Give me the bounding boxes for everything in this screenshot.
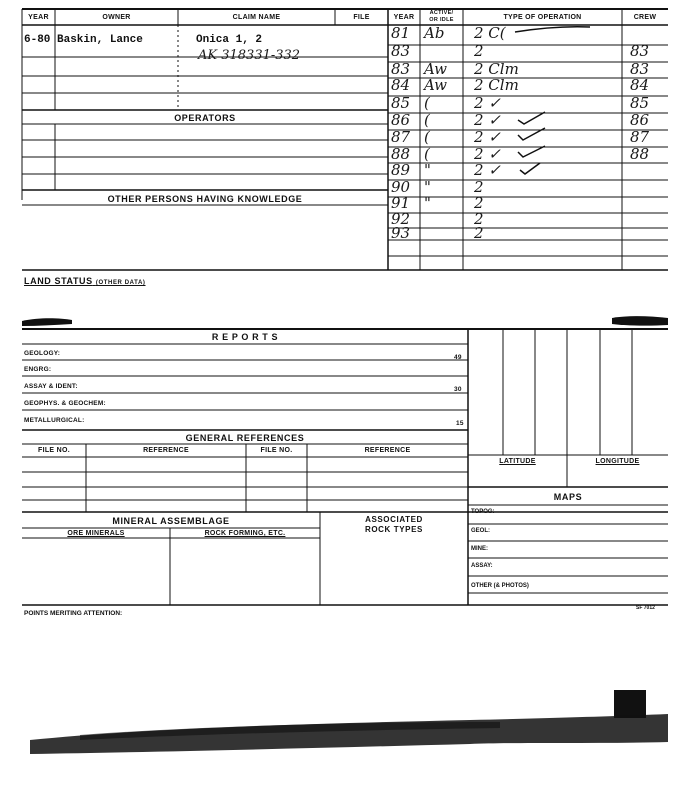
assay-number: 30 xyxy=(454,386,462,393)
general-references-title: GENERAL REFERENCES xyxy=(185,433,305,443)
geology-label: GEOLOGY: xyxy=(24,350,61,357)
rock-forming-label: ROCK FORMING, ETC. xyxy=(204,530,286,537)
operation-type: 2 ✓ xyxy=(474,161,501,179)
maps-geol: GEOL: xyxy=(471,528,490,534)
operation-crew: 85 xyxy=(630,94,650,112)
maps-title: MAPS xyxy=(553,492,583,502)
operation-crew: 86 xyxy=(630,111,650,129)
ore-minerals-label: ORE MINERALS xyxy=(67,530,125,537)
land-status-label: LAND STATUS xyxy=(24,276,93,286)
operation-year: 93 xyxy=(391,224,411,242)
operation-type: 2 Clm xyxy=(474,60,519,78)
maps-mine: MINE: xyxy=(471,546,488,552)
operation-type: 2 ✓ xyxy=(474,94,501,112)
operation-type: 2 ✓ xyxy=(474,128,501,146)
claim-id-handwritten: AK 318331-332 xyxy=(198,48,301,63)
operation-type: 2 xyxy=(474,210,484,228)
land-status-title xyxy=(24,276,146,286)
operation-type: 2 ✓ xyxy=(474,145,501,163)
ref-reference-1: REFERENCE xyxy=(143,447,189,454)
operation-status: ( xyxy=(424,145,430,163)
operation-type: 2 ✓ xyxy=(474,111,501,129)
operation-year: 86 xyxy=(391,111,411,129)
operation-year: 87 xyxy=(391,128,411,146)
operation-year: 83 xyxy=(391,60,411,78)
operation-year: 88 xyxy=(391,145,411,163)
operation-type: 2 xyxy=(474,178,484,196)
operation-status: Aw xyxy=(424,60,447,78)
geophys-label: GEOPHYS. & GEOCHEM: xyxy=(24,400,106,407)
operation-crew: 87 xyxy=(630,128,650,146)
operation-type: 2 xyxy=(474,224,484,242)
longitude-label: LONGITUDE xyxy=(595,458,640,465)
form-number: SF 7012 xyxy=(636,605,655,611)
operation-crew: 84 xyxy=(630,76,650,94)
operation-type: 2 Clm xyxy=(474,76,519,94)
operation-year: 83 xyxy=(391,42,411,60)
operation-year: 92 xyxy=(391,210,411,228)
operation-year: 84 xyxy=(391,76,411,94)
operation-year: 81 xyxy=(391,24,411,42)
mineral-assemblage-title: MINERAL ASSEMBLAGE xyxy=(112,516,230,526)
operation-type: 2 xyxy=(474,42,484,60)
operation-status: Ab xyxy=(424,24,445,42)
reports-title: R E P O R T S xyxy=(211,332,279,342)
operation-status: " xyxy=(424,194,431,212)
engrg-label: ENGRG: xyxy=(24,366,52,373)
ref-file-no-2: FILE NO. xyxy=(260,447,293,454)
latitude-label: LATITUDE xyxy=(499,458,536,465)
maps-assay: ASSAY: xyxy=(471,563,493,569)
claim-entry: Onica 1, 2 xyxy=(196,34,263,46)
header-crew: CREW xyxy=(633,14,657,21)
header-or-idle: OR IDLE xyxy=(429,17,454,23)
header-year: YEAR xyxy=(28,14,49,21)
operation-crew: 88 xyxy=(630,145,650,163)
assay-label: ASSAY & IDENT: xyxy=(24,383,78,390)
operation-crew: 83 xyxy=(630,42,650,60)
header-year-2: YEAR xyxy=(393,14,415,21)
geology-number: 49 xyxy=(454,354,462,361)
header-file: FILE xyxy=(353,14,370,21)
operation-type: 2 xyxy=(474,194,484,212)
operation-year: 89 xyxy=(391,161,411,179)
ref-file-no-1: FILE NO. xyxy=(38,447,70,454)
operation-status: ( xyxy=(424,128,430,146)
maps-other: OTHER (& PHOTOS) xyxy=(471,583,529,589)
maps-topog: TOPOG: xyxy=(471,509,495,515)
ref-reference-2: REFERENCE xyxy=(364,447,411,454)
metallurgical-number: 15 xyxy=(456,420,464,427)
points-meriting-label: POINTS MERITING ATTENTION: xyxy=(24,610,123,617)
header-type-of-operation: TYPE OF OPERATION xyxy=(503,14,582,21)
metallurgical-label: METALLURGICAL: xyxy=(24,417,85,424)
operation-status: Aw xyxy=(424,76,447,94)
owner-entry: 6-80 Baskin, Lance xyxy=(24,34,143,46)
operators-title: OPERATORS xyxy=(174,113,236,123)
header-claim-name: CLAIM NAME xyxy=(232,14,281,21)
operation-status: ( xyxy=(424,111,430,129)
other-persons-title: OTHER PERSONS HAVING KNOWLEDGE xyxy=(107,194,303,204)
header-owner: OWNER xyxy=(102,14,131,21)
associated-label-1: ASSOCIATED xyxy=(365,515,423,524)
operation-year: 90 xyxy=(391,178,411,196)
operation-status: ( xyxy=(424,94,430,112)
operation-status: " xyxy=(424,178,431,196)
associated-label-2: ROCK TYPES xyxy=(364,525,423,534)
header-active: ACTIVE/ xyxy=(429,10,454,16)
operation-crew: 83 xyxy=(630,60,650,78)
operation-type: 2 C( xyxy=(474,24,506,42)
land-status-sub: (OTHER DATA) xyxy=(95,280,146,286)
operation-year: 85 xyxy=(391,94,411,112)
operation-year: 91 xyxy=(391,194,411,212)
operation-status: " xyxy=(424,161,431,179)
